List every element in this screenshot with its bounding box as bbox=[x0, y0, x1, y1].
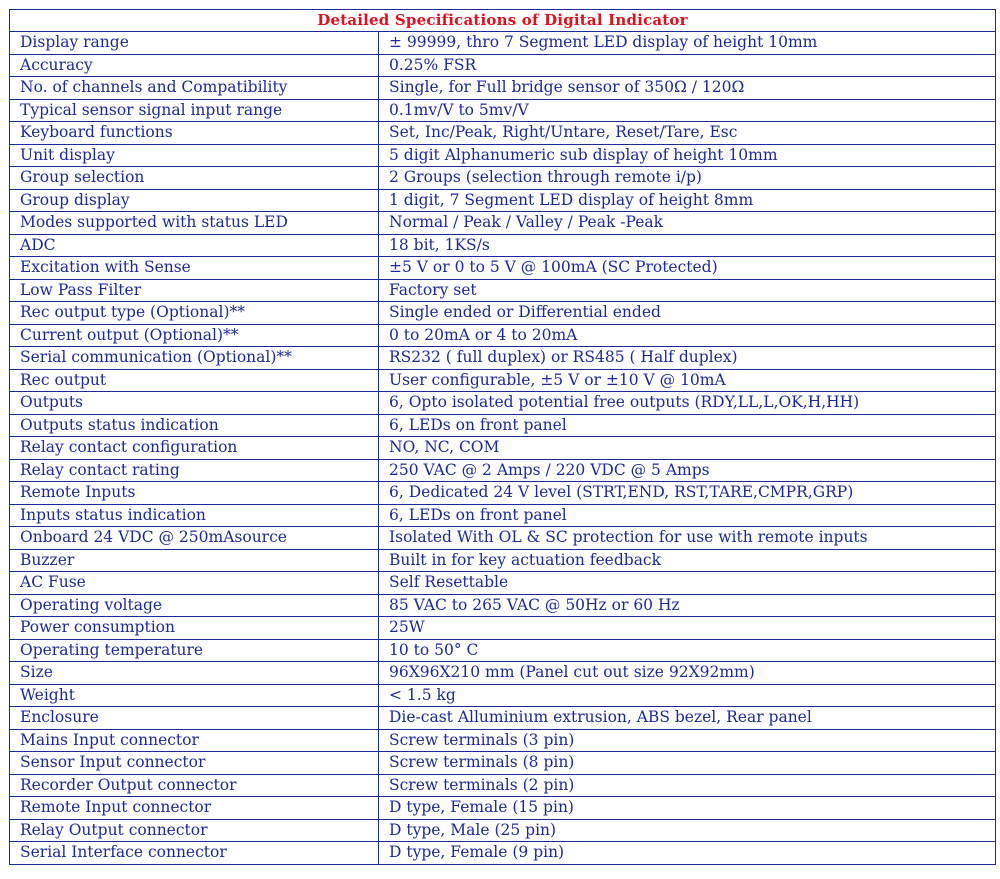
value-cell: < 1.5 kg bbox=[379, 684, 996, 707]
value-cell: NO, NC, COM bbox=[379, 437, 996, 460]
parameter-cell: Rec output type (Optional)** bbox=[10, 302, 379, 325]
table-row bbox=[10, 752, 996, 775]
value-cell: 0.1mv/V to 5mv/V bbox=[379, 99, 996, 122]
value-cell: 85 VAC to 265 VAC @ 50Hz or 60 Hz bbox=[379, 594, 996, 617]
table-row bbox=[10, 504, 996, 527]
parameter-cell: Accuracy bbox=[10, 54, 379, 77]
parameter-cell: Weight bbox=[10, 684, 379, 707]
parameter-cell: Excitation with Sense bbox=[10, 257, 379, 280]
parameter-cell: ADC bbox=[10, 234, 379, 257]
value-cell: 5 digit Alphanumeric sub display of height 10mm bbox=[379, 144, 996, 167]
parameter-cell: Serial Interface connector bbox=[10, 842, 379, 865]
table-row bbox=[10, 54, 996, 77]
table-row bbox=[10, 527, 996, 550]
value-cell: 250 VAC @ 2 Amps / 220 VDC @ 5 Amps bbox=[379, 459, 996, 482]
table-row bbox=[10, 639, 996, 662]
table-row bbox=[10, 729, 996, 752]
specifications-table bbox=[9, 9, 996, 865]
value-cell: Set, Inc/Peak, Right/Untare, Reset/Tare, Esc bbox=[379, 122, 996, 145]
value-cell: Screw terminals (2 pin) bbox=[379, 774, 996, 797]
parameter-cell: Enclosure bbox=[10, 707, 379, 730]
table-row bbox=[10, 684, 996, 707]
parameter-cell: Relay contact rating bbox=[10, 459, 379, 482]
table-row bbox=[10, 189, 996, 212]
value-cell: 96X96X210 mm (Panel cut out size 92X92mm) bbox=[379, 662, 996, 685]
table-row bbox=[10, 32, 996, 55]
value-cell: 0 to 20mA or 4 to 20mA bbox=[379, 324, 996, 347]
value-cell: Single, for Full bridge sensor of 350Ω / 120Ω bbox=[379, 77, 996, 100]
value-cell: 6, Opto isolated potential free outputs (RDY,LL,L,OK,H,HH) bbox=[379, 392, 996, 415]
parameter-cell: Rec output bbox=[10, 369, 379, 392]
value-cell: Factory set bbox=[379, 279, 996, 302]
table-row bbox=[10, 302, 996, 325]
table-row bbox=[10, 77, 996, 100]
parameter-cell: Remote Inputs bbox=[10, 482, 379, 505]
table-row bbox=[10, 662, 996, 685]
value-cell: Screw terminals (8 pin) bbox=[379, 752, 996, 775]
table-title: Detailed Specifications of Digital Indicator bbox=[10, 10, 996, 32]
value-cell: Self Resettable bbox=[379, 572, 996, 595]
parameter-cell: Current output (Optional)** bbox=[10, 324, 379, 347]
table-row bbox=[10, 819, 996, 842]
parameter-cell: Low Pass Filter bbox=[10, 279, 379, 302]
value-cell: 6, Dedicated 24 V level (STRT,END, RST,TARE,CMPR,GRP) bbox=[379, 482, 996, 505]
parameter-cell: Buzzer bbox=[10, 549, 379, 572]
parameter-cell: AC Fuse bbox=[10, 572, 379, 595]
parameter-cell: Power consumption bbox=[10, 617, 379, 640]
table-row bbox=[10, 572, 996, 595]
table-row bbox=[10, 774, 996, 797]
value-cell: 25W bbox=[379, 617, 996, 640]
table-row bbox=[10, 482, 996, 505]
parameter-cell: Modes supported with status LED bbox=[10, 212, 379, 235]
table-row bbox=[10, 414, 996, 437]
table-row bbox=[10, 347, 996, 370]
value-cell: ±5 V or 0 to 5 V @ 100mA (SC Protected) bbox=[379, 257, 996, 280]
parameter-cell: Mains Input connector bbox=[10, 729, 379, 752]
parameter-cell: Onboard 24 VDC @ 250mAsource bbox=[10, 527, 379, 550]
parameter-cell: Sensor Input connector bbox=[10, 752, 379, 775]
value-cell: 18 bit, 1KS/s bbox=[379, 234, 996, 257]
table-row bbox=[10, 842, 996, 865]
value-cell: Normal / Peak / Valley / Peak -Peak bbox=[379, 212, 996, 235]
parameter-cell: Recorder Output connector bbox=[10, 774, 379, 797]
table-row bbox=[10, 707, 996, 730]
table-row bbox=[10, 324, 996, 347]
parameter-cell: Outputs bbox=[10, 392, 379, 415]
parameter-cell: Group display bbox=[10, 189, 379, 212]
value-cell: 6, LEDs on front panel bbox=[379, 504, 996, 527]
specifications-body bbox=[10, 32, 996, 865]
table-row bbox=[10, 212, 996, 235]
table-row bbox=[10, 99, 996, 122]
parameter-cell: Size bbox=[10, 662, 379, 685]
table-row bbox=[10, 549, 996, 572]
parameter-cell: Serial communication (Optional)** bbox=[10, 347, 379, 370]
parameter-cell: No. of channels and Compatibility bbox=[10, 77, 379, 100]
parameter-cell: Typical sensor signal input range bbox=[10, 99, 379, 122]
value-cell: 2 Groups (selection through remote i/p) bbox=[379, 167, 996, 190]
value-cell: Screw terminals (3 pin) bbox=[379, 729, 996, 752]
table-row bbox=[10, 437, 996, 460]
table-row bbox=[10, 122, 996, 145]
table-row bbox=[10, 392, 996, 415]
table-row bbox=[10, 369, 996, 392]
parameter-cell: Relay Output connector bbox=[10, 819, 379, 842]
table-row bbox=[10, 797, 996, 820]
value-cell: User configurable, ±5 V or ±10 V @ 10mA bbox=[379, 369, 996, 392]
value-cell: Isolated With OL & SC protection for use with remote inputs bbox=[379, 527, 996, 550]
parameter-cell: Display range bbox=[10, 32, 379, 55]
value-cell: 0.25% FSR bbox=[379, 54, 996, 77]
value-cell: Die-cast Alluminium extrusion, ABS bezel, Rear panel bbox=[379, 707, 996, 730]
parameter-cell: Unit display bbox=[10, 144, 379, 167]
table-row bbox=[10, 459, 996, 482]
value-cell: Single ended or Differential ended bbox=[379, 302, 996, 325]
value-cell: Built in for key actuation feedback bbox=[379, 549, 996, 572]
table-row bbox=[10, 279, 996, 302]
parameter-cell: Keyboard functions bbox=[10, 122, 379, 145]
value-cell: 6, LEDs on front panel bbox=[379, 414, 996, 437]
value-cell: RS232 ( full duplex) or RS485 ( Half duplex) bbox=[379, 347, 996, 370]
value-cell: D type, Female (9 pin) bbox=[379, 842, 996, 865]
parameter-cell: Inputs status indication bbox=[10, 504, 379, 527]
parameter-cell: Operating temperature bbox=[10, 639, 379, 662]
value-cell: ± 99999, thro 7 Segment LED display of height 10mm bbox=[379, 32, 996, 55]
value-cell: D type, Female (15 pin) bbox=[379, 797, 996, 820]
value-cell: 10 to 50° C bbox=[379, 639, 996, 662]
parameter-cell: Outputs status indication bbox=[10, 414, 379, 437]
parameter-cell: Operating voltage bbox=[10, 594, 379, 617]
table-row bbox=[10, 617, 996, 640]
parameter-cell: Remote Input connector bbox=[10, 797, 379, 820]
table-title-row bbox=[10, 10, 996, 32]
table-row bbox=[10, 594, 996, 617]
value-cell: D type, Male (25 pin) bbox=[379, 819, 996, 842]
value-cell: 1 digit, 7 Segment LED display of height 8mm bbox=[379, 189, 996, 212]
table-row bbox=[10, 234, 996, 257]
parameter-cell: Relay contact configuration bbox=[10, 437, 379, 460]
table-row bbox=[10, 257, 996, 280]
table-row bbox=[10, 144, 996, 167]
table-row bbox=[10, 167, 996, 190]
parameter-cell: Group selection bbox=[10, 167, 379, 190]
